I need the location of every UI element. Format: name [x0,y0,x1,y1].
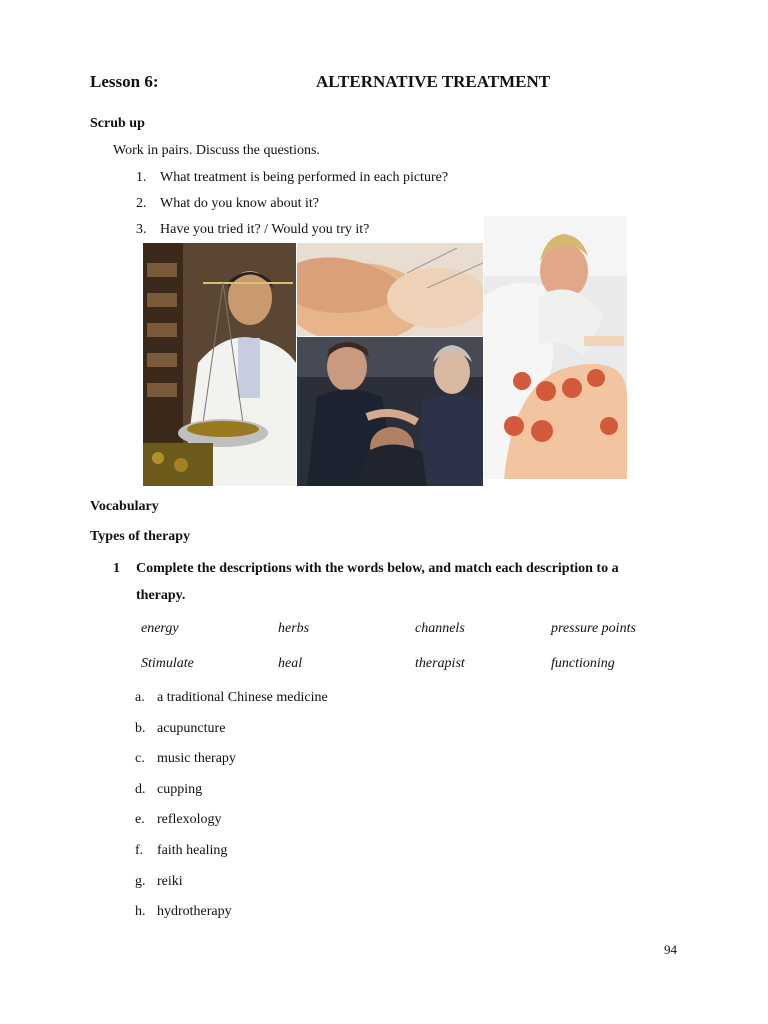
acupuncture-photo [297,243,483,336]
page-number: 94 [664,942,677,957]
word-bank-item: channels [415,621,465,636]
therapy-text: reiki [157,874,183,889]
therapy-item [135,843,227,859]
exercise-instruction-line-1: Complete the descriptions with the words below, and match each description to a [136,561,619,576]
therapy-text: faith healing [157,843,228,858]
exercise-number: 1 [113,561,120,576]
question-2 [136,196,319,212]
question-text: What treatment is being performed in each picture? [160,170,449,185]
therapy-letter: g. [135,874,146,889]
therapy-item [135,904,232,920]
therapy-letter: f. [135,843,144,858]
word-bank-item: energy [141,621,179,636]
question-text: Have you tried it? / Would you try it? [160,222,370,237]
therapy-text: cupping [157,782,203,797]
therapy-text: acupuncture [157,721,226,736]
scrub-up-instruction: Work in pairs. Discuss the questions. [113,143,320,158]
word-bank-item: Stimulate [141,656,194,671]
word-bank-item: therapist [415,656,465,671]
cupping-photo [484,216,627,479]
question-text: What do you know about it? [160,196,320,211]
lesson-title: ALTERNATIVE TREATMENT [316,72,551,91]
question-3 [136,222,369,238]
therapy-letter: a. [135,690,145,705]
question-number: 3. [136,222,147,237]
lesson-label: Lesson 6: [90,72,159,91]
herbal-medicine-photo [143,243,296,486]
therapy-letter: d. [135,782,146,797]
vocabulary-heading: Vocabulary [90,499,159,514]
word-bank-item: pressure points [551,621,636,636]
therapy-item [135,721,225,737]
therapy-letter: c. [135,751,145,766]
therapy-letter: e. [135,812,145,827]
therapy-text: music therapy [157,751,236,766]
therapy-text: a traditional Chinese medicine [157,690,328,705]
therapy-item [135,812,222,828]
therapy-letter: h. [135,904,146,919]
question-1 [136,170,448,186]
therapy-letter: b. [135,721,146,736]
therapy-item [135,874,183,890]
exercise-instruction-line-2: therapy. [136,588,186,603]
types-of-therapy-heading: Types of therapy [90,529,191,544]
therapy-text: reflexology [157,812,222,827]
question-number: 2. [136,196,147,211]
question-number: 1. [136,170,147,185]
therapy-item [135,782,202,798]
therapy-text: hydrotherapy [157,904,232,919]
scrub-up-heading: Scrub up [90,116,145,131]
therapy-item [135,751,236,767]
word-bank-item: herbs [278,621,310,636]
word-bank-item: functioning [551,656,615,671]
word-bank-item: heal [278,656,303,671]
faith-healing-photo [297,337,483,486]
therapy-item [135,690,328,706]
